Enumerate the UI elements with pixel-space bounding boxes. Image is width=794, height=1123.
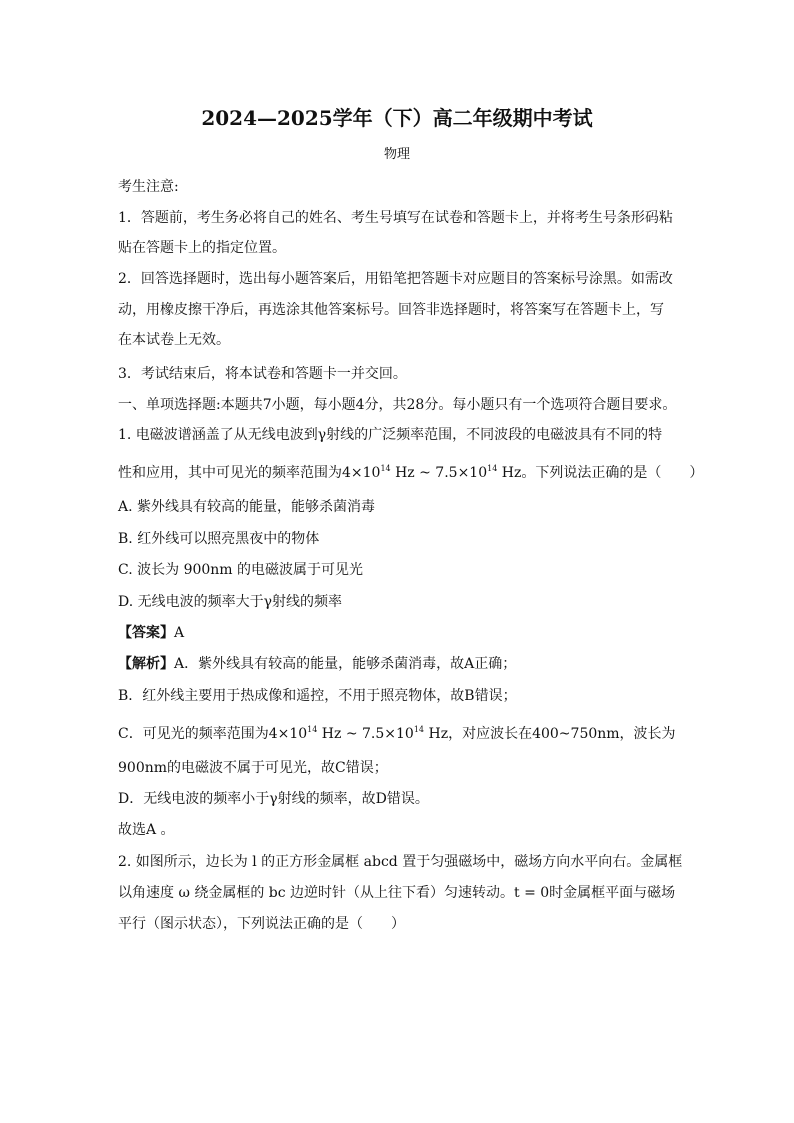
analysis-b: B．红外线主要用于热成像和遥控，不用于照亮物体，故B错误； [118,688,517,704]
q1-text: 性和应用，其中可见光的频率范围为 [118,465,342,481]
analysis-freq-low: 4×10 [268,726,308,742]
question-1-line-2 [118,465,703,480]
option-b: B. 红外线可以照亮黑夜中的物体 [118,531,320,547]
analysis-c-text: C．可见光的频率范围为 [118,726,269,742]
analysis-wavelength: 400~750nm [532,726,620,742]
notice-item-3: 3．考试结束后，将本试卷和答题卡一并交回。 [118,366,407,382]
notice-item-2a: 2．回答选择题时，选出每小题答案后，用铅笔把答题卡对应题目的答案标号涂黑。如需改 [118,271,673,287]
analysis-a-text: A．紫外线具有较高的能量，能够杀菌消毒，故A正确； [174,656,517,672]
question-2-line-2: 以角速度 ω 绕金属框的 bc 边逆时针（从上往下看）匀速转动。t = 0时金属框平面与磁场 [118,885,676,901]
notice-item-2b: 动，用橡皮擦干净后，再选涂其他答案标号。回答非选择题时，将答案写在答题卡上，写 [118,302,664,318]
answer-line [118,626,184,640]
analysis-c-2: 900nm的电磁波不属于可见光，故C错误； [118,760,388,776]
analysis-freq-high: Hz ~ 7.5×10 [317,726,414,742]
q1-tail: 。下列说法正确的是（ ） [521,465,704,481]
option-c: C. 波长为 900nm 的电磁波属于可见光 [118,562,364,578]
analysis-c-mid: ，对应波长在 [448,726,533,742]
answer-label: 【答案】 [118,625,174,641]
answer-value: A [174,625,185,641]
question-2-line-3: 平行（图示状态），下列说法正确的是（ ） [118,916,405,932]
notice-item-1a: 1．答题前，考生务必将自己的姓名、考生号填写在试卷和答题卡上，并将考生号条形码粘 [118,210,673,226]
notice-item-1b: 贴在答题卡上的指定位置。 [118,240,286,256]
analysis-d: D．无线电波的频率小于γ射线的频率，故D错误。 [118,791,429,807]
option-a: A. 紫外线具有较高的能量，能够杀菌消毒 [118,499,376,515]
freq-low-exponent: 14 [380,464,391,473]
analysis-c [118,726,676,741]
analysis-freq-high-exponent: 14 [413,725,425,734]
freq-unit: Hz [497,465,522,481]
freq-high: Hz ~ 7.5×10 [390,465,488,481]
exam-subject: 物理 [383,147,410,162]
analysis-label: 【解析】 [118,656,174,672]
notice-item-2c: 在本试卷上无效。 [118,332,230,348]
notice-heading: 考生注意: [118,179,179,195]
option-d: D. 无线电波的频率大于γ射线的频率 [118,594,342,610]
analysis-freq-unit: Hz [424,726,449,742]
freq-high-exponent: 14 [487,464,498,473]
analysis-c-end: ，波长为 [619,726,676,742]
question-1-line-1: 1. 电磁波谱涵盖了从无线电波到γ射线的广泛频率范围，不同波段的电磁波具有不同的特 [118,427,663,443]
freq-low: 4×10 [342,465,381,481]
analysis-freq-low-exponent: 14 [307,725,318,734]
section-heading: 一、单项选择题:本题共7小题，每小题4分，共28分。每小题只有一个选项符合题目要求。 [118,397,677,413]
exam-title: 2024—2025学年（下）高二年级期中考试 [201,106,593,130]
question-2-line-1: 2. 如图所示，边长为 l 的正方形金属框 abcd 置于匀强磁场中，磁场方向水平向右。金属框 [118,854,683,870]
conclusion: 故选A 。 [118,822,175,838]
analysis-a [118,657,516,671]
